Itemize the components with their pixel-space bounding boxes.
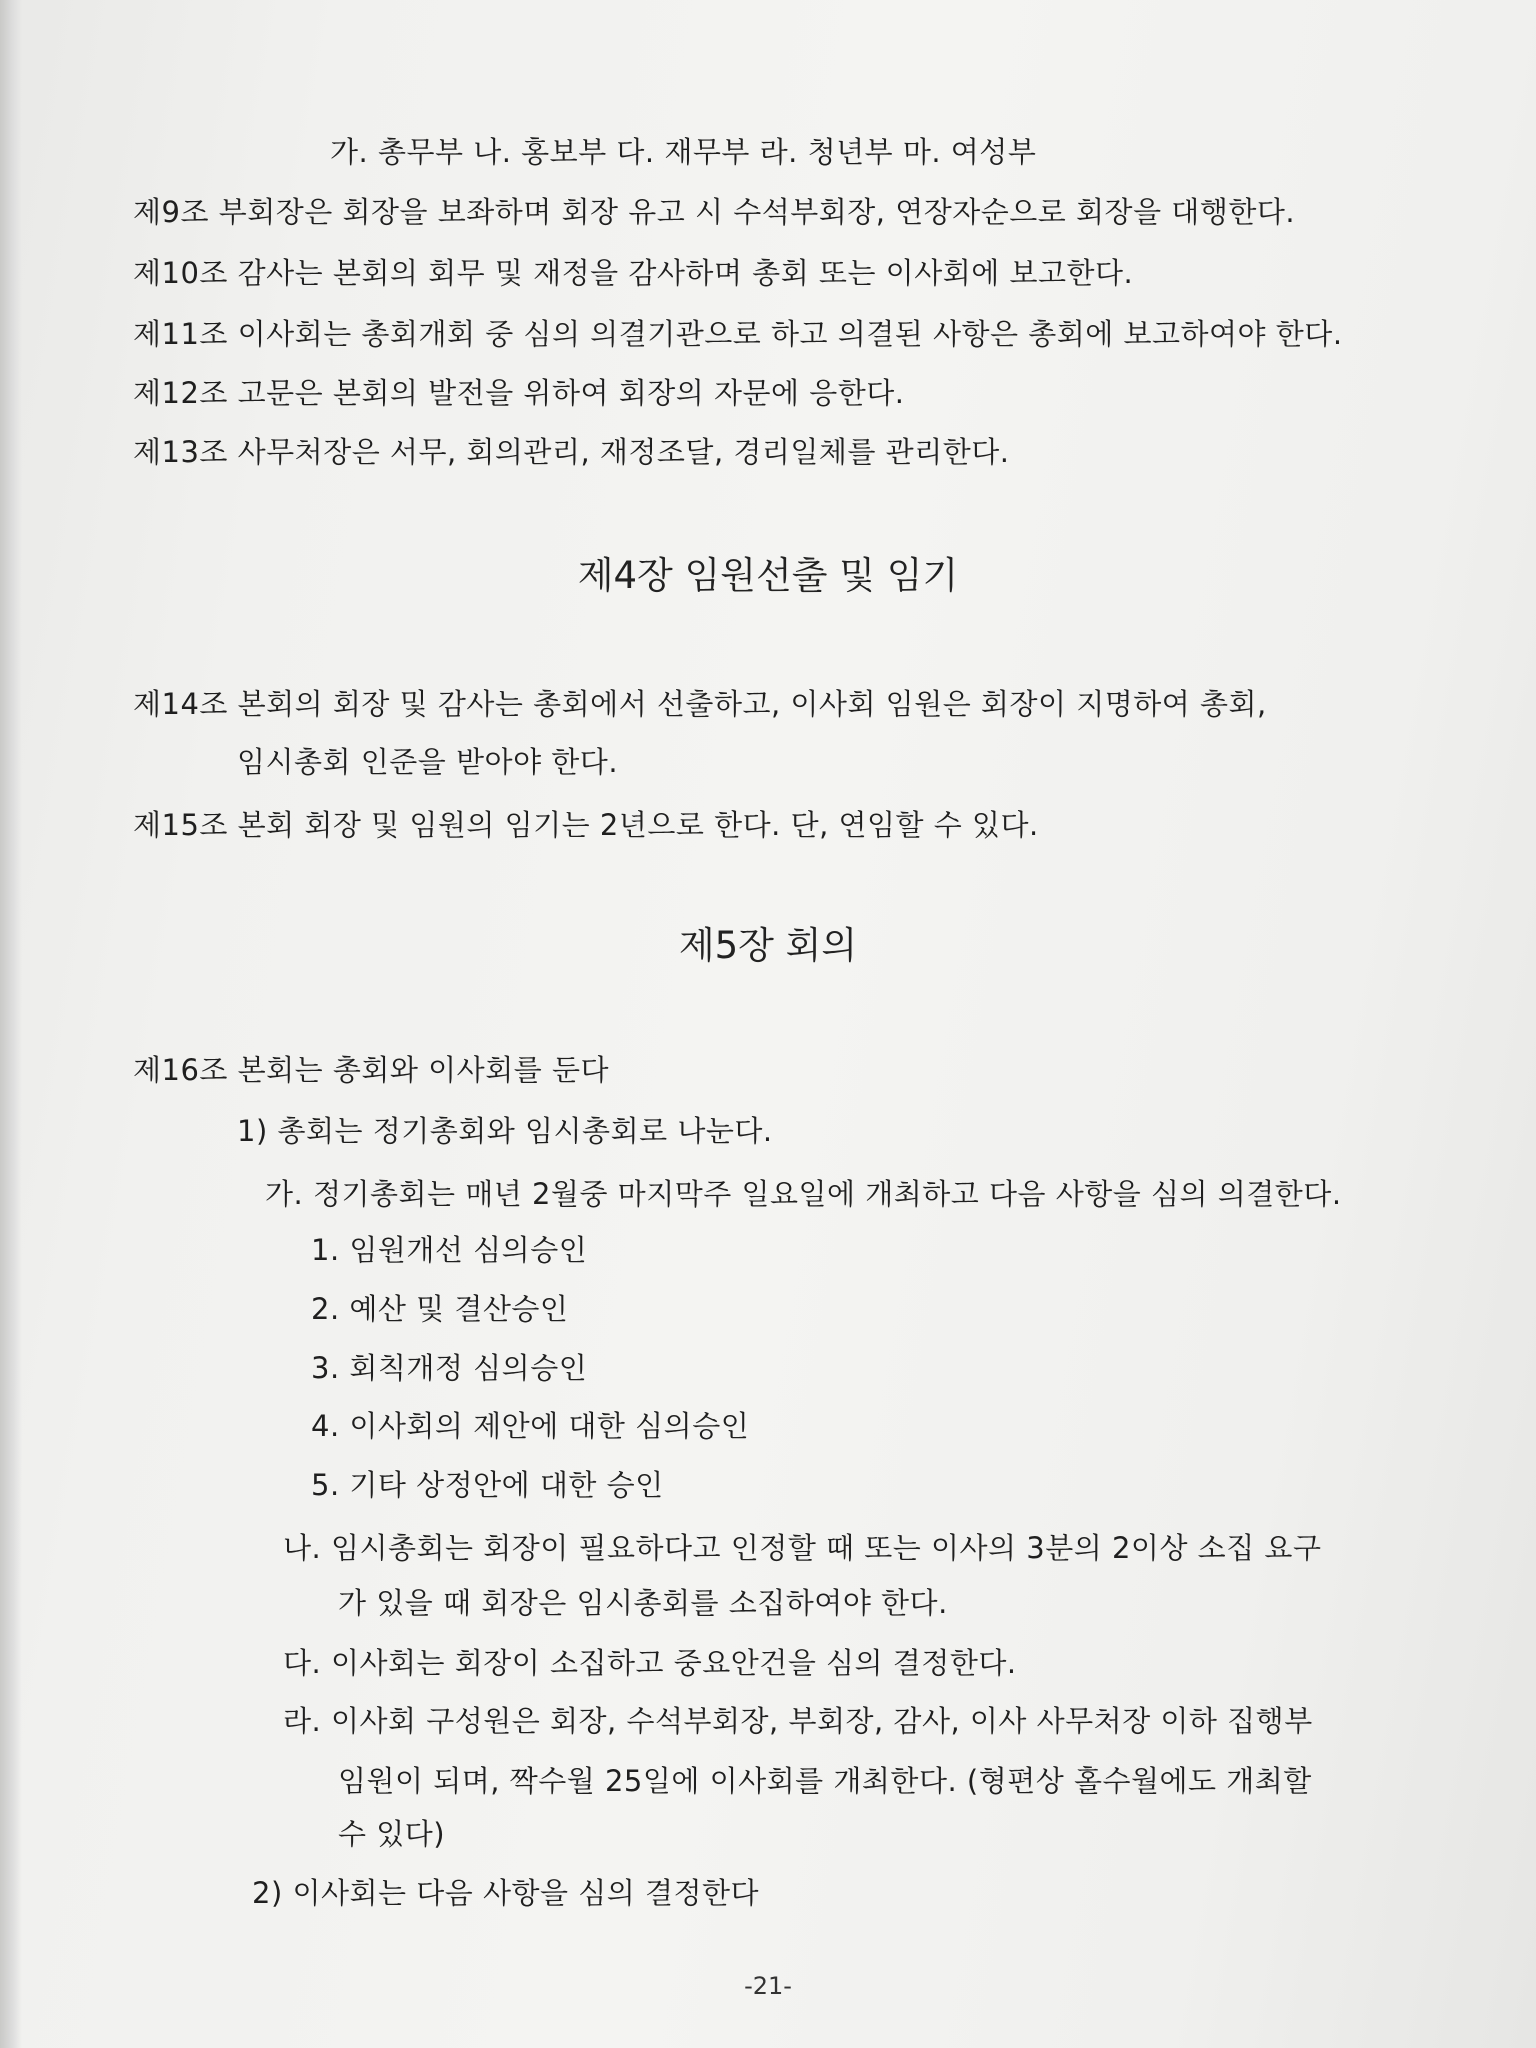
article-16-item-1: 1) 총회는 정기총회와 임시총회로 나눈다.	[237, 1114, 773, 1148]
extraordinary-assembly: 나. 임시총회는 회장이 필요하다고 인정할 때 또는 이사의 3분의 2이상 소집 요구	[283, 1531, 1322, 1565]
department-list: 가. 총무부 나. 홍보부 다. 재무부 라. 청년부 마. 여성부	[330, 135, 1037, 169]
article-15: 제15조 본회 회장 및 임원의 임기는 2년으로 한다. 단, 연임할 수 있다.	[133, 808, 1039, 842]
article-12: 제12조 고문은 본회의 발전을 위하여 회장의 자문에 응한다.	[133, 376, 905, 410]
article-10: 제10조 감사는 본회의 회무 및 재정을 감사하며 총회 또는 이사회에 보고한다.	[133, 256, 1134, 290]
article-13: 제13조 사무처장은 서무, 회의관리, 재정조달, 경리일체를 관리한다.	[133, 435, 1010, 469]
regular-assembly: 가. 정기총회는 매년 2월중 마지막주 일요일에 개최하고 다음 사항을 심의 의결한다.	[265, 1177, 1342, 1211]
board-members-continued-2: 수 있다)	[338, 1817, 446, 1851]
article-16: 제16조 본회는 총회와 이사회를 둔다	[133, 1053, 609, 1087]
extraordinary-assembly-continued: 가 있을 때 회장은 임시총회를 소집하여야 한다.	[338, 1586, 948, 1620]
board-members: 라. 이사회 구성원은 회장, 수석부회장, 부회장, 감사, 이사 사무처장 이하 집행부	[283, 1704, 1313, 1738]
page-edge-shadow	[0, 0, 22, 2048]
agenda-item-3: 3. 회칙개정 심의승인	[311, 1351, 588, 1385]
article-9: 제9조 부회장은 회장을 보좌하며 회장 유고 시 수석부회장, 연장자순으로 회장을 대행한다.	[133, 195, 1296, 229]
board-members-continued: 임원이 되며, 짝수월 25일에 이사회를 개최한다. (형편상 홀수월에도 개최할	[338, 1764, 1312, 1798]
page-number: -21-	[744, 1972, 792, 2000]
article-11: 제11조 이사회는 총회개회 중 심의 의결기관으로 하고 의결된 사항은 총회에 보고하여야 한다.	[133, 317, 1343, 351]
agenda-item-4: 4. 이사회의 제안에 대한 심의승인	[311, 1409, 750, 1443]
agenda-item-2: 2. 예산 및 결산승인	[311, 1292, 569, 1326]
article-16-item-2: 2) 이사회는 다음 사항을 심의 결정한다	[252, 1876, 760, 1910]
article-14-continued: 임시총회 인준을 받아야 한다.	[237, 745, 619, 779]
chapter-4-title: 제4장 임원선출 및 임기	[577, 554, 959, 597]
article-14: 제14조 본회의 회장 및 감사는 총회에서 선출하고, 이사회 임원은 회장이 지명하여 총회,	[133, 687, 1267, 721]
agenda-item-1: 1. 임원개선 심의승인	[311, 1233, 588, 1267]
agenda-item-5: 5. 기타 상정안에 대한 승인	[311, 1468, 664, 1502]
chapter-5-title: 제5장 회의	[678, 924, 858, 967]
board-convening: 다. 이사회는 회장이 소집하고 중요안건을 심의 결정한다.	[283, 1646, 1017, 1680]
